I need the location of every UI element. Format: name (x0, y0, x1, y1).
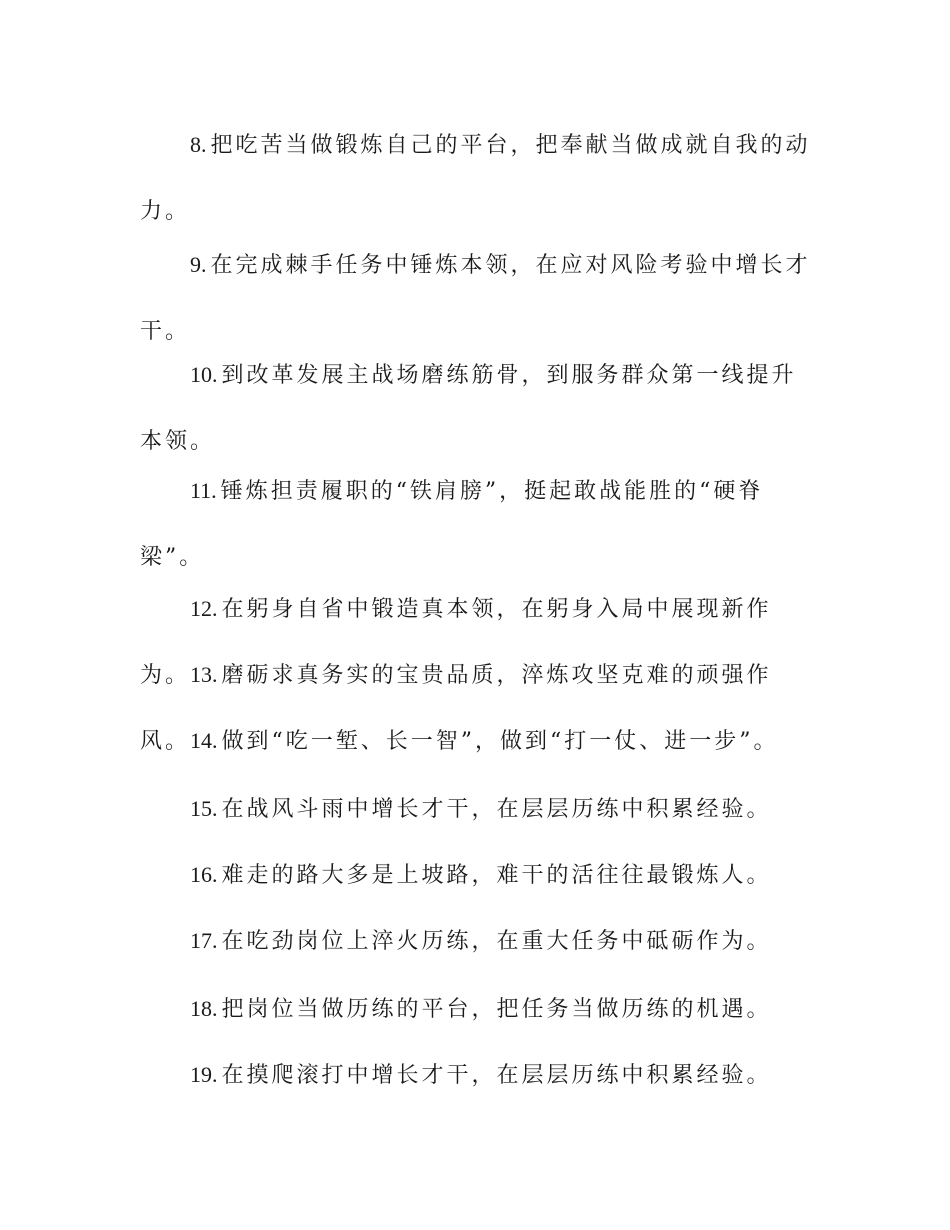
item-number: 9. (190, 252, 207, 277)
list-item (140, 976, 820, 1043)
item-text: 到改革发展主战场磨练筋骨，到服务群众第一线提升本领。 (140, 363, 797, 454)
item-text: 做到“吃一堑、长一智”，做到“打一仗、进一步”。 (221, 729, 779, 754)
item-text: 在吃劲岗位上淬火历练，在重大任务中砥砺作为。 (221, 929, 772, 954)
item-number: 12. (190, 596, 218, 621)
list-item (140, 1042, 820, 1109)
item-number: 14. (190, 728, 218, 753)
item-number: 19. (190, 1062, 218, 1087)
item-text: 在战风斗雨中增长才干，在层层历练中积累经验。 (221, 797, 772, 822)
item-number: 11. (190, 478, 217, 503)
item-text: 在完成棘手任务中锤炼本领，在应对风险考验中增长才干。 (140, 253, 811, 344)
item-number: 10. (190, 362, 218, 387)
list-item (140, 708, 820, 775)
item-number: 8. (190, 132, 207, 157)
list-item (140, 342, 820, 475)
item-text: 把吃苦当做锻炼自己的平台，把奉献当做成就自我的动力。 (140, 133, 811, 224)
item-text: 难走的路大多是上坡路，难干的活往往最锻炼人。 (221, 863, 772, 888)
item-text: 把岗位当做历练的平台，把任务当做历练的机遇。 (221, 997, 772, 1022)
item-number: 16. (190, 862, 218, 887)
list-item (140, 908, 820, 975)
list-item (140, 112, 820, 245)
item-number: 15. (190, 796, 218, 821)
item-text: 磨砺求真务实的宝贵品质，淬炼攻坚克难的顽强作风。 (140, 663, 772, 754)
item-text: 在摸爬滚打中增长才干，在层层历练中积累经验。 (221, 1063, 772, 1088)
item-text: 锤炼担责履职的“铁肩膀”，挺起敢战能胜的“硬脊梁”。 (140, 479, 764, 570)
list-item (140, 842, 820, 909)
item-number: 17. (190, 928, 218, 953)
item-number: 18. (190, 996, 218, 1021)
list-item (140, 458, 820, 591)
item-number: 13. (190, 662, 218, 687)
item-text: 在躬身自省中锻造真本领，在躬身入局中展现新作为。 (140, 597, 772, 688)
list-item (140, 776, 820, 843)
